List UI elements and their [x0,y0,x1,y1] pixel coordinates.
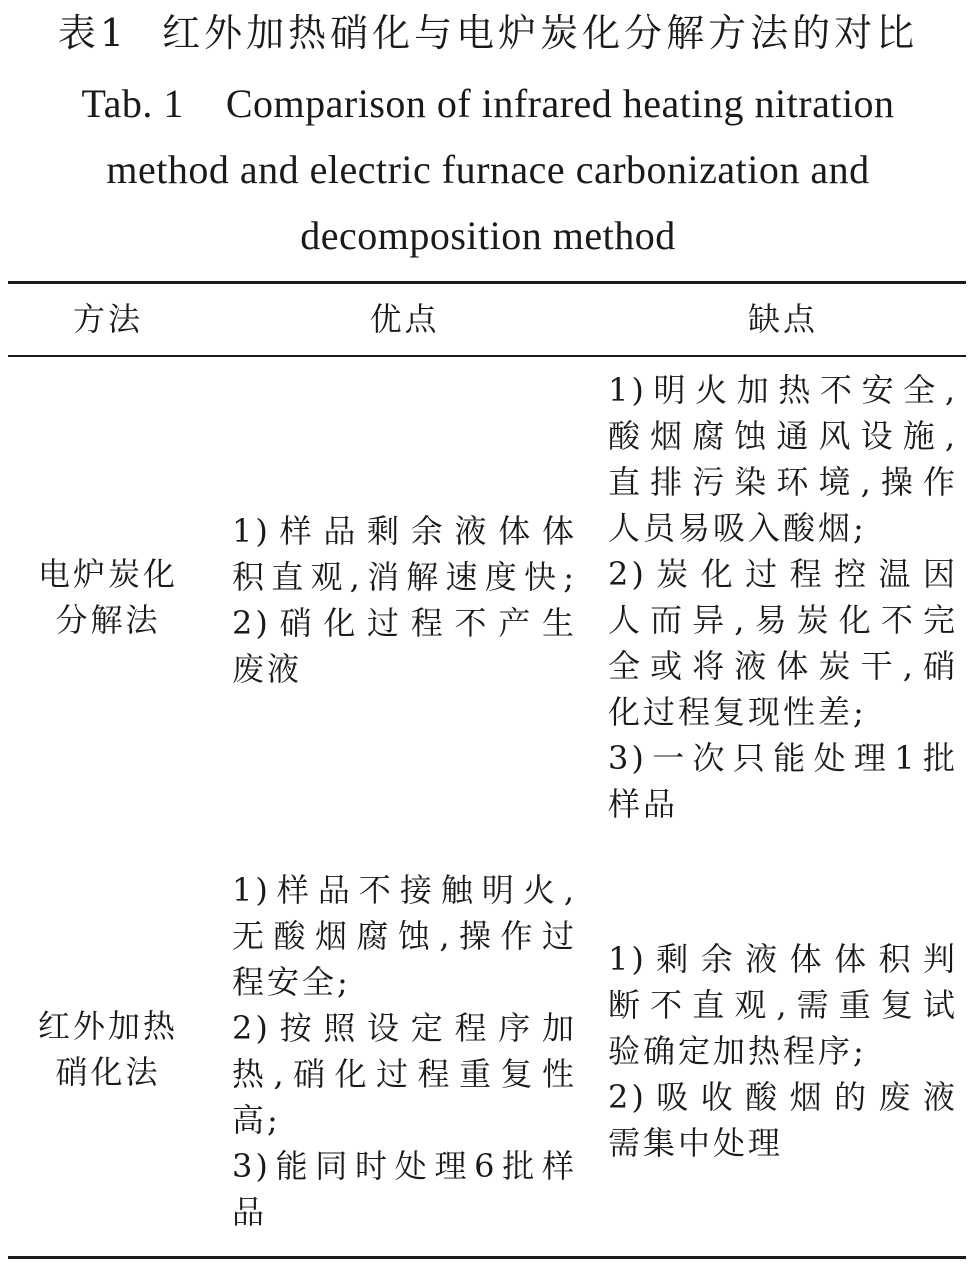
disadvantages-line: 验确定加热程序; [608,1032,867,1070]
table-caption-chinese [0,8,976,58]
advantages-line: 废液 [232,650,303,688]
method-line: 硝化法 [55,1053,161,1091]
disadvantages-line: 断不直观,需重复试 [608,986,958,1024]
disadvantages-line: 2)吸收酸烟的废液 [608,1078,958,1116]
row-2-method-cell [8,1003,208,1095]
advantages-line: 热,硝化过程重复性 [232,1055,577,1093]
advantages-line: 程安全; [232,963,351,1001]
disadvantages-line: 人员易吸入酸烟; [608,509,867,547]
table-top-rule [8,281,966,284]
disadvantages-line: 1)明火加热不安全, [608,371,958,409]
disadvantages-line: 1)剩余液体体积判 [608,940,958,978]
table-title-english-part-2: method and electric furnace carbonization and [106,147,870,192]
row-1-disadvantages-cell [608,367,958,827]
advantages-line: 高; [232,1101,281,1139]
advantages-line: 2)按照设定程序加 [232,1009,577,1047]
advantages-line: 1)样品不接触明火, [232,871,577,909]
disadvantages-line: 2)炭化过程控温因 [608,555,958,593]
disadvantages-line: 3)一次只能处理1批 [608,739,958,777]
row-1-advantages-cell [232,508,577,692]
method-line: 电炉炭化 [37,555,178,593]
disadvantages-line: 直排污染环境,操作 [608,463,958,501]
disadvantages-line: 全或将液体炭干,硝 [608,647,958,685]
column-header-method: 方法 [72,300,143,338]
advantages-line: 1)样品剩余液体体 [232,512,577,550]
row-1-method-cell [8,551,208,643]
table-title-english-part-3: decomposition method [300,213,676,258]
column-header-advantages: 优点 [369,300,440,338]
table-number-chinese: 表1 [57,11,129,55]
advantages-line: 品 [232,1193,268,1231]
table-title-english-part-1: Comparison of infrared heating nitration [225,81,895,126]
column-header-disadvantages: 缺点 [747,300,818,338]
table-caption-english-line-1 [0,80,976,128]
table-title-chinese: 红外加热硝化与电炉炭化分解方法的对比 [162,11,919,55]
table-number-english: Tab. 1 [81,81,184,126]
disadvantages-line: 化过程复现性差; [608,693,867,731]
table-header-rule [8,355,966,357]
row-2-disadvantages-cell [608,936,958,1166]
method-line: 分解法 [55,601,161,639]
method-line: 红外加热 [37,1007,178,1045]
disadvantages-line: 需集中处理 [608,1124,784,1162]
advantages-line: 无酸烟腐蚀,操作过 [232,917,577,955]
disadvantages-line: 酸烟腐蚀通风设施, [608,417,958,455]
advantages-line: 积直观,消解速度快; [232,558,577,596]
advantages-line: 3)能同时处理6批样 [232,1147,577,1185]
row-2-advantages-cell [232,867,577,1235]
disadvantages-line: 样品 [608,785,679,823]
advantages-line: 2)硝化过程不产生 [232,604,577,642]
table-bottom-rule [8,1256,966,1259]
disadvantages-line: 人而异,易炭化不完 [608,601,958,639]
